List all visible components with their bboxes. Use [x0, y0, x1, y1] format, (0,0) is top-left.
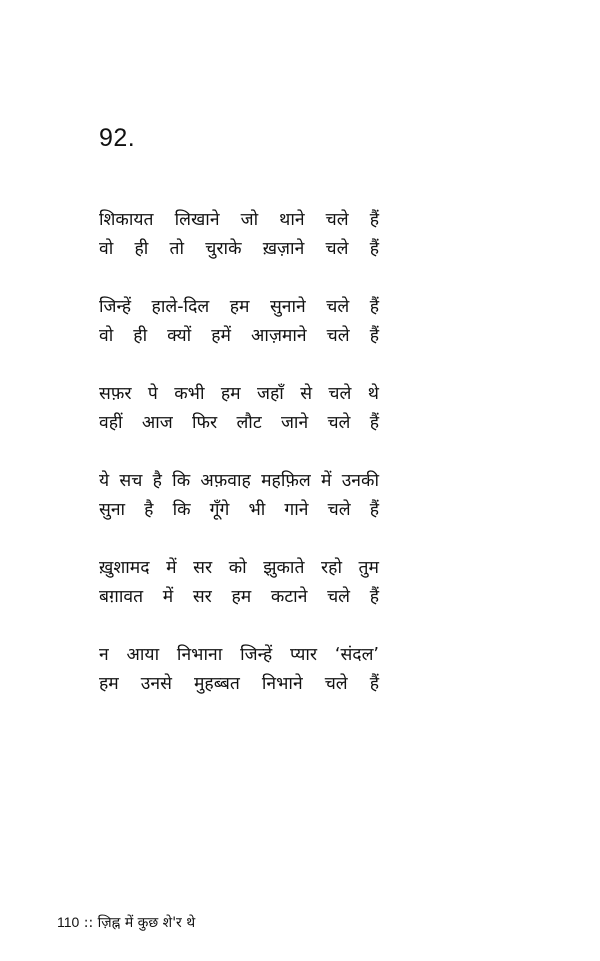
stanza	[99, 467, 379, 525]
stanza	[99, 554, 379, 612]
poem-line: शिकायत लिखाने जो थाने चले हैं	[99, 210, 379, 230]
poem-number: 92.	[99, 124, 136, 152]
page-number: 110	[57, 914, 80, 930]
page-footer	[57, 913, 195, 932]
stanza	[99, 293, 379, 351]
poem-line: वो ही तो चुराके ख़ज़ाने चले हैं	[99, 239, 379, 259]
poem-line: सुना है कि गूँगे भी गाने चले हैं	[99, 500, 379, 520]
poem-line: सफ़र पे कभी हम जहाँ से चले थे	[99, 384, 379, 404]
footer-separator: ::	[83, 915, 94, 931]
stanza	[99, 206, 379, 264]
stanza	[99, 641, 379, 699]
poem-body	[99, 206, 379, 728]
poem-line: वो ही क्यों हमें आज़माने चले हैं	[99, 326, 379, 346]
poem-line: ख़ुशामद में सर को झुकाते रहो तुम	[99, 558, 379, 578]
poem-line: वहीं आज फिर लौट जाने चले हैं	[99, 413, 379, 433]
book-title: ज़िह्न में कुछ शे'र थे	[97, 915, 196, 931]
poem-line: बग़ावत में सर हम कटाने चले हैं	[99, 587, 379, 607]
poem-line: न आया निभाना जिन्हें प्यार ‘संदल’	[99, 645, 379, 665]
poem-line: ये सच है कि अफ़वाह महफ़िल में उनकी	[99, 471, 379, 491]
poem-line: जिन्हें हाले-दिल हम सुनाने चले हैं	[99, 297, 379, 317]
stanza	[99, 380, 379, 438]
poem-line: हम उनसे मुहब्बत निभाने चले हैं	[99, 674, 379, 694]
